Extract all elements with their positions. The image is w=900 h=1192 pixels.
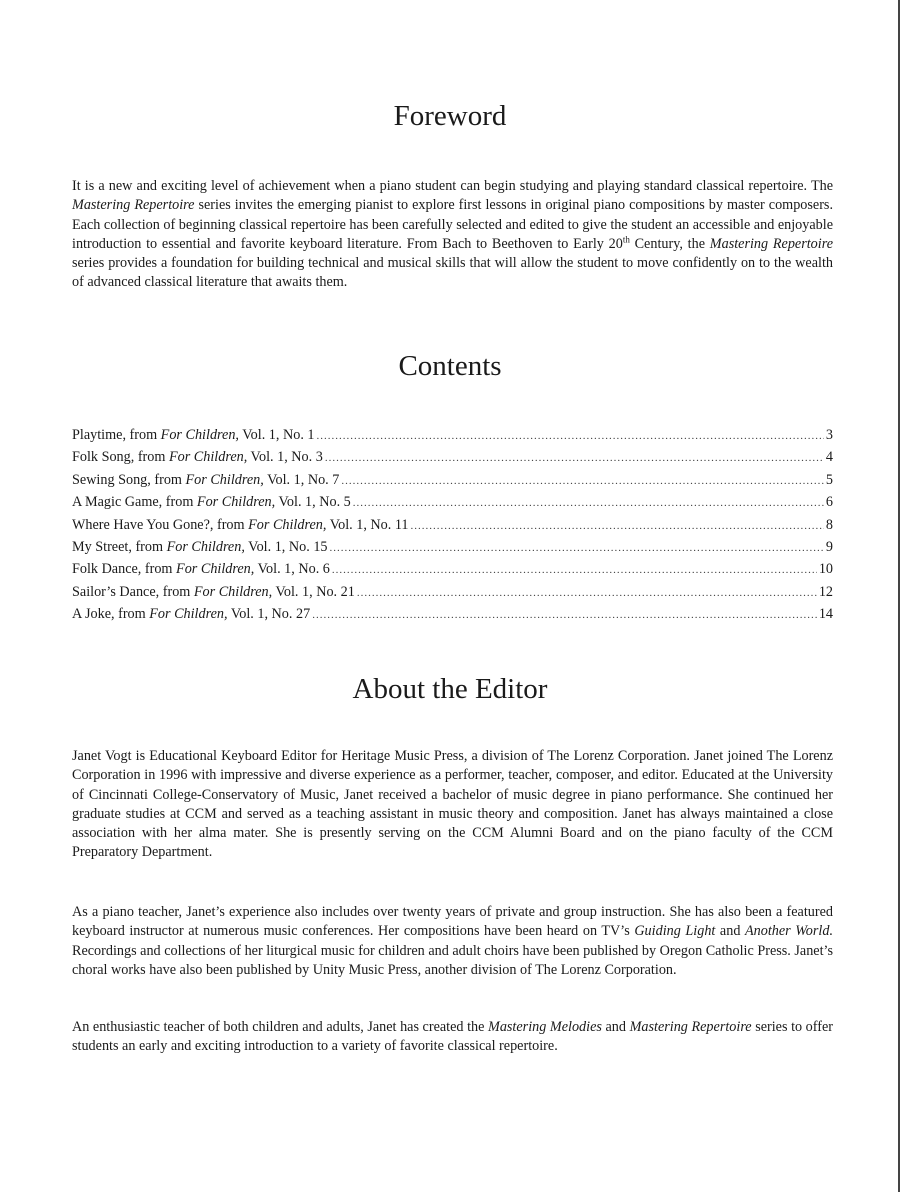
toc-entry[interactable] xyxy=(72,472,833,494)
toc-leader xyxy=(341,475,824,487)
editor-show-title: Another World. xyxy=(745,923,833,940)
about-editor-heading: About the Editor xyxy=(352,673,548,705)
toc-leader xyxy=(353,497,824,509)
editor-paragraph-1: Janet Vogt is Educational Keyboard Editor for Heritage Music Press, a division of The Lorenz Corporation. Janet joined The Lorenz Corporation in 1996 with impressive and diverse experience as a performer, teacher, composer, and editor. Educated at the University of Cincinnati College-Conservatory of Music, Janet received a bachelor of music degree in piano performance. She continued her graduate studies at CCM and served as a teaching assistant in music theory and composition. Janet has always maintained a close association with her alma mater. She is presently serving on the CCM Alumni Board and on the piano faculty of the CCM Preparatory Department. xyxy=(72,748,833,861)
toc-entry[interactable] xyxy=(72,517,833,539)
contents-heading: Contents xyxy=(398,350,502,382)
toc-page-number: 9 xyxy=(825,538,833,555)
toc-entry[interactable] xyxy=(72,494,833,516)
editor-show-title: Guiding Light xyxy=(634,923,716,940)
foreword-series-title: Mastering Repertoire xyxy=(709,235,834,252)
editor-text: and xyxy=(601,1019,630,1035)
toc-page-number: 12 xyxy=(818,583,833,600)
toc-entry[interactable] xyxy=(72,427,833,449)
foreword-superscript: th xyxy=(622,234,630,245)
editor-text: series to offer students an early and exciting introduction to a variety of favorite classical repertoire. xyxy=(72,1019,833,1055)
toc-leader xyxy=(317,430,824,442)
toc-title: Folk Song, from For Children, Vol. 1, No. 3 xyxy=(72,449,323,466)
toc-leader xyxy=(411,520,824,532)
toc-leader xyxy=(332,564,817,576)
foreword-text: series provides a foundation for building technical and musical skills that will allow the student to move confidently on to the wealth of advanced classical literature that awaits them. xyxy=(72,255,833,291)
toc-page-number: 10 xyxy=(818,561,833,578)
toc-title: Folk Dance, from For Children, Vol. 1, No. 6 xyxy=(72,561,330,578)
table-of-contents xyxy=(72,427,833,629)
toc-page-number: 3 xyxy=(825,427,833,443)
toc-title: A Joke, from For Children, Vol. 1, No. 27 xyxy=(72,606,311,623)
foreword-series-title: Mastering Repertoire xyxy=(72,197,195,214)
toc-title: Sewing Song, from For Children, Vol. 1, No. 7 xyxy=(72,471,340,488)
toc-page-number: 6 xyxy=(825,494,833,511)
editor-paragraph-3 xyxy=(72,1018,833,1057)
foreword-paragraph xyxy=(72,177,833,293)
toc-title: Sailor’s Dance, from For Children, Vol. 1, No. 21 xyxy=(72,583,355,600)
editor-text: As a piano teacher, Janet’s experience also includes over twenty years of private and group instruction. She has also been a featured keyboard instructor at numerous music conferences. Her compositions have been heard on TV’s xyxy=(72,904,833,940)
editor-text: An enthusiastic teacher of both children and adults, Janet has created the xyxy=(72,1019,488,1035)
toc-title: My Street, from For Children, Vol. 1, No. 15 xyxy=(72,538,328,555)
foreword-heading: Foreword xyxy=(393,100,507,132)
toc-page-number: 8 xyxy=(825,516,833,533)
toc-title: Playtime, from For Children, Vol. 1, No. 1 xyxy=(72,427,315,443)
toc-entry[interactable] xyxy=(72,539,833,561)
editor-paragraph-2 xyxy=(72,903,833,980)
foreword-text: Century, the xyxy=(629,235,710,252)
foreword-text: It is a new and exciting level of achievement when a piano student can begin studying and playing standard classical repertoire. The xyxy=(72,178,833,194)
toc-leader xyxy=(357,587,817,599)
foreword-text: series invites the emerging pianist to explore first lessons in original piano compositions by master composers. Each collection of beginning classical repertoire has been carefully selected and edited to give the student an accessible and enjoyable introduction to essential and favorite keyboard literature. From Bach to Beethoven to Early 20 xyxy=(72,197,834,252)
editor-text: Recordings and collections of her liturgical music for children and adult choirs have been published by Oregon Catholic Press. Janet’s choral works have also been published by Unity Music Press, another division of The Lorenz Corporation. xyxy=(72,942,833,978)
toc-title: A Magic Game, from For Children, Vol. 1, No. 5 xyxy=(72,494,351,511)
toc-page-number: 5 xyxy=(825,471,833,488)
editor-text: and xyxy=(715,923,745,940)
editor-series-title: Mastering Melodies xyxy=(488,1019,602,1035)
toc-page-number: 4 xyxy=(825,449,833,466)
editor-series-title: Mastering Repertoire xyxy=(629,1019,752,1035)
toc-entry[interactable] xyxy=(72,449,833,471)
toc-leader xyxy=(312,609,817,621)
toc-entry[interactable] xyxy=(72,561,833,583)
toc-title: Where Have You Gone?, from For Children, Vol. 1, No. 11 xyxy=(72,516,409,533)
toc-leader xyxy=(325,452,824,464)
toc-entry[interactable] xyxy=(72,606,833,628)
toc-entry[interactable] xyxy=(72,584,833,606)
toc-leader xyxy=(330,542,824,554)
toc-page-number: 14 xyxy=(818,606,833,623)
